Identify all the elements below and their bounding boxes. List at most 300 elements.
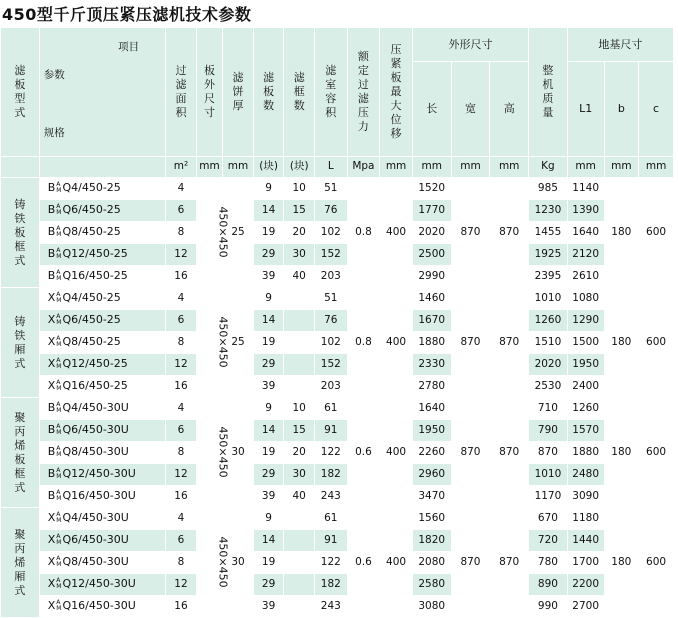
area-cell: 8 — [166, 222, 197, 244]
table-row — [1, 200, 674, 222]
length-cell: 2080 — [412, 552, 451, 574]
model-prefix: X — [47, 511, 56, 525]
area-cell: 16 — [166, 266, 197, 288]
model-subscript — [56, 534, 61, 546]
model-subscript — [56, 182, 61, 194]
volume-cell: 61 — [314, 398, 347, 420]
model-sub-bottom: M — [56, 539, 62, 547]
volume-cell: 152 — [314, 244, 347, 266]
volume-cell: 51 — [314, 178, 347, 200]
table-row — [1, 354, 674, 376]
frames-cell: 10 — [284, 398, 315, 420]
model-subscript — [56, 402, 61, 414]
model-sub-bottom: M — [56, 341, 62, 349]
model-subscript — [56, 556, 61, 568]
length-cell: 2580 — [412, 574, 451, 596]
model-cell — [39, 244, 165, 266]
table-row — [1, 376, 674, 398]
model-cell — [39, 552, 165, 574]
group-name: 铸铁板框式 — [14, 197, 26, 267]
model-cell — [39, 178, 165, 200]
model-prefix: X — [47, 357, 56, 371]
mass-cell: 1925 — [529, 244, 568, 266]
model-prefix: X — [47, 379, 56, 393]
model-cell — [39, 464, 165, 486]
mass-cell: 890 — [529, 574, 568, 596]
model-code: Q8/450-30U — [62, 445, 129, 459]
pressure-cell: 0.6 — [347, 398, 380, 508]
model-prefix: B — [47, 203, 56, 217]
header-pressure: 额定过滤压力 — [347, 28, 380, 157]
volume-cell: 61 — [314, 508, 347, 530]
model-sub-top: A — [56, 489, 61, 497]
frames-cell — [284, 376, 315, 398]
unit-cake: mm — [223, 157, 254, 178]
model-sub-top: A — [56, 423, 61, 431]
model-sub-top: A — [56, 313, 61, 321]
model-code: Q12/450-25 — [62, 247, 128, 261]
L1-cell: 1500 — [567, 332, 604, 354]
model-sub-top: A — [56, 401, 61, 409]
plates-cell: 19 — [253, 442, 284, 464]
table-row — [1, 530, 674, 552]
mass-cell: 985 — [529, 178, 568, 200]
width-cell: 870 — [451, 508, 490, 618]
model-code: Q4/450-30U — [62, 511, 129, 525]
units-blank-spec — [39, 157, 165, 178]
stroke-cell: 400 — [380, 178, 413, 288]
model-cell — [39, 530, 165, 552]
table-row — [1, 552, 674, 574]
base-c-cell: 600 — [639, 178, 674, 288]
model-subscript — [56, 336, 61, 348]
model-prefix: B — [47, 225, 56, 239]
base-c-cell: 600 — [639, 508, 674, 618]
unit-L1: mm — [567, 157, 604, 178]
model-cell — [39, 376, 165, 398]
plates-cell: 29 — [253, 464, 284, 486]
model-sub-bottom: M — [56, 319, 62, 327]
model-subscript — [56, 248, 61, 260]
plates-cell: 39 — [253, 486, 284, 508]
length-cell: 1950 — [412, 420, 451, 442]
model-sub-bottom: M — [56, 209, 62, 217]
table-row — [1, 222, 674, 244]
length-cell: 2020 — [412, 222, 451, 244]
header-L1: L1 — [567, 62, 604, 157]
frames-cell — [284, 288, 315, 310]
table-row — [1, 266, 674, 288]
model-subscript — [56, 424, 61, 436]
outer-size: 450×450 — [216, 316, 230, 368]
frames-cell: 30 — [284, 244, 315, 266]
model-sub-bottom: M — [56, 407, 62, 415]
area-cell: 6 — [166, 530, 197, 552]
model-subscript — [56, 600, 61, 612]
table-row — [1, 596, 674, 618]
area-cell: 4 — [166, 288, 197, 310]
model-code: Q8/450-30U — [62, 555, 129, 569]
unit-b: mm — [604, 157, 639, 178]
outer-size-cell — [196, 178, 230, 288]
model-prefix: X — [47, 291, 56, 305]
area-cell: 4 — [166, 178, 197, 200]
model-subscript — [56, 512, 61, 524]
model-cell — [39, 222, 165, 244]
model-cell — [39, 354, 165, 376]
volume-cell: 243 — [314, 596, 347, 618]
length-cell: 3080 — [412, 596, 451, 618]
model-sub-top: A — [56, 445, 61, 453]
model-sub-bottom: M — [56, 429, 62, 437]
model-cell — [39, 398, 165, 420]
model-cell — [39, 310, 165, 332]
model-code: Q4/450-30U — [62, 401, 129, 415]
model-subscript — [56, 226, 61, 238]
area-cell: 16 — [166, 596, 197, 618]
unit-area: m² — [166, 157, 197, 178]
frames-cell: 40 — [284, 486, 315, 508]
volume-cell: 203 — [314, 266, 347, 288]
plates-cell: 14 — [253, 200, 284, 222]
model-sub-bottom: M — [56, 451, 62, 459]
plates-cell: 19 — [253, 332, 284, 354]
unit-pressure: Mpa — [347, 157, 380, 178]
model-subscript — [56, 446, 61, 458]
model-sub-top: A — [56, 555, 61, 563]
L1-cell: 1640 — [567, 222, 604, 244]
model-sub-top: A — [56, 599, 61, 607]
header-item: 项目 — [118, 41, 140, 53]
units-blank-type — [1, 157, 40, 178]
volume-cell: 182 — [314, 574, 347, 596]
L1-cell: 1080 — [567, 288, 604, 310]
length-cell: 2500 — [412, 244, 451, 266]
mass-cell: 2530 — [529, 376, 568, 398]
model-sub-bottom: M — [56, 495, 62, 503]
table-row — [1, 178, 674, 200]
length-cell: 3470 — [412, 486, 451, 508]
mass-cell: 1010 — [529, 288, 568, 310]
L1-cell: 1950 — [567, 354, 604, 376]
plates-cell: 39 — [253, 596, 284, 618]
plates-cell: 9 — [253, 178, 284, 200]
plates-cell: 9 — [253, 398, 284, 420]
frames-cell: 20 — [284, 442, 315, 464]
plates-cell: 29 — [253, 354, 284, 376]
length-cell: 1770 — [412, 200, 451, 222]
model-prefix: X — [47, 555, 56, 569]
outer-size: 450×450 — [216, 536, 230, 588]
unit-mass: Kg — [529, 157, 568, 178]
stroke-cell: 400 — [380, 508, 413, 618]
model-prefix: B — [47, 401, 56, 415]
mass-cell: 720 — [529, 530, 568, 552]
model-cell — [39, 596, 165, 618]
model-prefix: X — [47, 599, 56, 613]
model-sub-top: A — [56, 467, 61, 475]
model-subscript — [56, 380, 61, 392]
height-cell: 870 — [490, 288, 529, 398]
area-cell: 6 — [166, 420, 197, 442]
mass-cell: 1010 — [529, 464, 568, 486]
volume-cell: 76 — [314, 310, 347, 332]
area-cell: 12 — [166, 574, 197, 596]
plates-cell: 14 — [253, 420, 284, 442]
model-sub-bottom: M — [56, 363, 62, 371]
table-row — [1, 244, 674, 266]
area-cell: 12 — [166, 354, 197, 376]
L1-cell: 1290 — [567, 310, 604, 332]
base-c-cell: 600 — [639, 288, 674, 398]
table-row — [1, 288, 674, 310]
model-subscript — [56, 358, 61, 370]
length-cell: 2990 — [412, 266, 451, 288]
frames-cell: 15 — [284, 200, 315, 222]
header-mass: 整机质量 — [529, 28, 568, 157]
width-cell: 870 — [451, 178, 490, 288]
header-len: 长 — [412, 62, 451, 157]
model-cell — [39, 332, 165, 354]
model-cell — [39, 442, 165, 464]
L1-cell: 3090 — [567, 486, 604, 508]
L1-cell: 1390 — [567, 200, 604, 222]
frames-cell: 40 — [284, 266, 315, 288]
mass-cell: 1230 — [529, 200, 568, 222]
model-subscript — [56, 204, 61, 216]
model-sub-bottom: M — [56, 187, 62, 195]
header-b: b — [604, 62, 639, 157]
group-name: 铸铁厢式 — [14, 314, 26, 370]
volume-cell: 51 — [314, 288, 347, 310]
cake-cell: 25 — [223, 178, 254, 288]
model-code: Q6/450-30U — [62, 423, 129, 437]
unit-stroke: mm — [380, 157, 413, 178]
model-prefix: B — [47, 423, 56, 437]
model-code: Q6/450-30U — [62, 533, 129, 547]
length-cell: 2260 — [412, 442, 451, 464]
length-cell: 2960 — [412, 464, 451, 486]
base-b-cell: 180 — [604, 508, 639, 618]
height-cell: 870 — [490, 398, 529, 508]
cake-cell: 30 — [223, 398, 254, 508]
pressure-cell: 0.6 — [347, 508, 380, 618]
model-cell — [39, 420, 165, 442]
frames-cell — [284, 310, 315, 332]
frames-cell — [284, 574, 315, 596]
model-sub-top: A — [56, 577, 61, 585]
model-subscript — [56, 578, 61, 590]
model-cell — [39, 200, 165, 222]
model-code: Q16/450-25 — [62, 379, 128, 393]
header-dims: 外形尺寸 — [412, 28, 528, 62]
pressure-cell: 0.8 — [347, 288, 380, 398]
length-cell: 1670 — [412, 310, 451, 332]
volume-cell: 102 — [314, 222, 347, 244]
model-sub-top: A — [56, 379, 61, 387]
model-code: Q4/450-25 — [62, 291, 121, 305]
model-sub-bottom: M — [56, 561, 62, 569]
length-cell: 1820 — [412, 530, 451, 552]
model-prefix: X — [47, 335, 56, 349]
L1-cell: 1570 — [567, 420, 604, 442]
model-sub-top: A — [56, 181, 61, 189]
model-sub-bottom: M — [56, 473, 62, 481]
table-row — [1, 420, 674, 442]
spec-table — [0, 27, 674, 618]
header-frames: 滤框数 — [284, 28, 315, 157]
plates-cell: 29 — [253, 244, 284, 266]
mass-cell: 780 — [529, 552, 568, 574]
model-cell — [39, 288, 165, 310]
model-prefix: B — [47, 489, 56, 503]
model-code: Q8/450-25 — [62, 335, 121, 349]
unit-frames: (块) — [284, 157, 315, 178]
length-cell: 1460 — [412, 288, 451, 310]
mass-cell: 710 — [529, 398, 568, 420]
L1-cell: 2700 — [567, 596, 604, 618]
volume-cell: 152 — [314, 354, 347, 376]
length-cell: 2330 — [412, 354, 451, 376]
table-row — [1, 310, 674, 332]
cake-cell: 30 — [223, 508, 254, 618]
L1-cell: 2480 — [567, 464, 604, 486]
L1-cell: 1700 — [567, 552, 604, 574]
volume-cell: 203 — [314, 376, 347, 398]
table-row — [1, 486, 674, 508]
model-sub-bottom: M — [56, 605, 62, 613]
volume-cell: 182 — [314, 464, 347, 486]
area-cell: 6 — [166, 200, 197, 222]
L1-cell: 2400 — [567, 376, 604, 398]
group-name-cell — [1, 508, 40, 618]
L1-cell: 1880 — [567, 442, 604, 464]
pressure-cell: 0.8 — [347, 178, 380, 288]
mass-cell: 790 — [529, 420, 568, 442]
base-b-cell: 180 — [604, 398, 639, 508]
model-subscript — [56, 314, 61, 326]
header-area: 过滤面积 — [166, 28, 197, 157]
header-stroke: 压紧板最大位移 — [380, 28, 413, 157]
model-prefix: B — [47, 467, 56, 481]
model-code: Q12/450-30U — [62, 577, 136, 591]
group-name-cell — [1, 288, 40, 398]
model-sub-bottom: M — [56, 517, 62, 525]
stroke-cell: 400 — [380, 398, 413, 508]
length-cell: 1880 — [412, 332, 451, 354]
table-row — [1, 398, 674, 420]
volume-cell: 76 — [314, 200, 347, 222]
base-c-cell: 600 — [639, 398, 674, 508]
frames-cell — [284, 596, 315, 618]
L1-cell: 2120 — [567, 244, 604, 266]
mass-cell: 1260 — [529, 310, 568, 332]
unit-width: mm — [451, 157, 490, 178]
plates-cell: 14 — [253, 310, 284, 332]
L1-cell: 1440 — [567, 530, 604, 552]
model-prefix: X — [47, 577, 56, 591]
model-subscript — [56, 270, 61, 282]
model-subscript — [56, 468, 61, 480]
unit-plates: (块) — [253, 157, 284, 178]
mass-cell: 2395 — [529, 266, 568, 288]
mass-cell: 1510 — [529, 332, 568, 354]
model-sub-top: A — [56, 533, 61, 541]
length-cell: 1520 — [412, 178, 451, 200]
frames-cell: 15 — [284, 420, 315, 442]
model-code: Q12/450-30U — [62, 467, 136, 481]
volume-cell: 243 — [314, 486, 347, 508]
unit-c: mm — [639, 157, 674, 178]
group-name: 聚丙烯板框式 — [14, 410, 26, 494]
frames-cell: 30 — [284, 464, 315, 486]
volume-cell: 122 — [314, 552, 347, 574]
mass-cell: 1455 — [529, 222, 568, 244]
header-cake: 滤饼厚 — [223, 28, 254, 157]
model-code: Q16/450-30U — [62, 489, 136, 503]
frames-cell — [284, 332, 315, 354]
L1-cell: 1260 — [567, 398, 604, 420]
mass-cell: 2020 — [529, 354, 568, 376]
model-sub-top: A — [56, 203, 61, 211]
model-cell — [39, 574, 165, 596]
L1-cell: 2200 — [567, 574, 604, 596]
length-cell: 2780 — [412, 376, 451, 398]
plates-cell: 9 — [253, 288, 284, 310]
area-cell: 8 — [166, 442, 197, 464]
model-code: Q16/450-25 — [62, 269, 128, 283]
header-height: 高 — [490, 62, 529, 157]
frames-cell — [284, 530, 315, 552]
outer-size: 450×450 — [216, 206, 230, 258]
mass-cell: 870 — [529, 442, 568, 464]
model-prefix: B — [47, 445, 56, 459]
header-volume: 滤室容积 — [314, 28, 347, 157]
length-cell: 1560 — [412, 508, 451, 530]
model-code: Q6/450-25 — [62, 313, 121, 327]
plates-cell: 9 — [253, 508, 284, 530]
header-diagonal — [39, 28, 165, 157]
model-sub-top: A — [56, 247, 61, 255]
model-sub-top: A — [56, 291, 61, 299]
area-cell: 8 — [166, 332, 197, 354]
mass-cell: 670 — [529, 508, 568, 530]
L1-cell: 1140 — [567, 178, 604, 200]
table-row — [1, 332, 674, 354]
model-prefix: B — [47, 247, 56, 261]
frames-cell — [284, 508, 315, 530]
page-title: 450型千斤顶压紧压滤机技术参数 — [2, 5, 252, 24]
model-code: Q16/450-30U — [62, 599, 136, 613]
model-prefix: B — [47, 181, 56, 195]
area-cell: 12 — [166, 464, 197, 486]
model-sub-bottom: M — [56, 231, 62, 239]
volume-cell: 91 — [314, 530, 347, 552]
table-row — [1, 442, 674, 464]
model-prefix: X — [47, 313, 56, 327]
outer-size: 450×450 — [216, 426, 230, 478]
frames-cell — [284, 354, 315, 376]
model-sub-bottom: M — [56, 583, 62, 591]
header-plates: 滤板数 — [253, 28, 284, 157]
model-sub-top: A — [56, 269, 61, 277]
header-params: 参数 — [43, 69, 65, 81]
L1-cell: 1180 — [567, 508, 604, 530]
plates-cell: 29 — [253, 574, 284, 596]
model-subscript — [56, 292, 61, 304]
area-cell: 12 — [166, 244, 197, 266]
table-row — [1, 464, 674, 486]
